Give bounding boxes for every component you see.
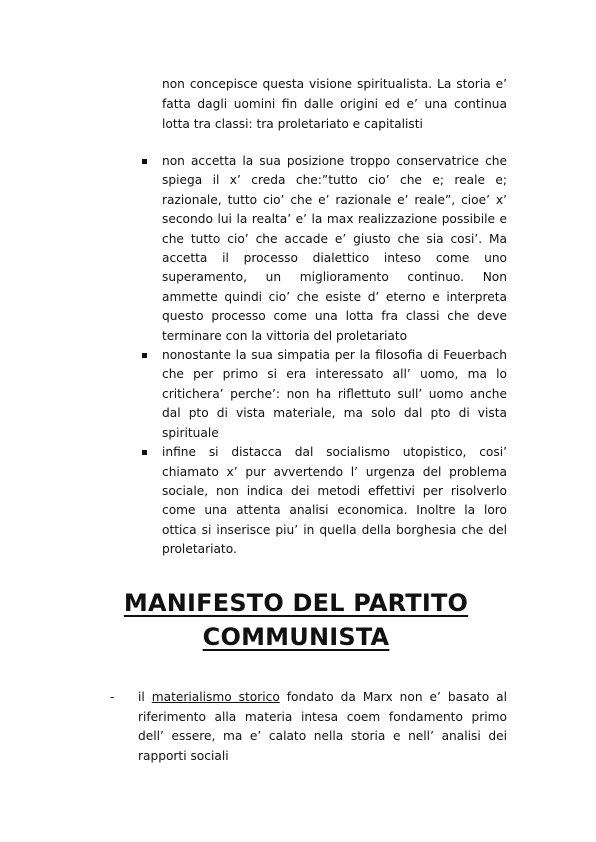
dash-text-before: il xyxy=(138,690,152,704)
bullet-item xyxy=(140,346,507,443)
dash-text-after: fondato da Marx non e’ basato al riferimento alla materia intesa coem fondamento primo dell’ essere, ma e’ calato nella storia e nell’ analisi dei rapporti sociali xyxy=(138,690,507,763)
section-heading-line1: MANIFESTO DEL PARTITO xyxy=(123,589,469,617)
bullet-list xyxy=(140,152,507,560)
square-bullet-icon xyxy=(142,159,147,164)
bullet-text: nonostante la sua simpatia per la filosofia di Feuerbach che per primo si era interessato all’ uomo, ma lo critichera’ perche’: non ha riflettuto sull’ uomo anche dal pto di vista materiale, ma solo dal pto di vista spirituale xyxy=(162,348,507,440)
bullet-text: non accetta la sua posizione troppo conservatrice che spiega il x’ creda che:”tutto cio’ che e; reale e; razionale, tutto cio’ che e’ razionale e’ reale”, cioe’ x’ secondo lui la realta’ e’ la max realizzazione possibile e che tutto cio’ che accade e’ giusto che sia cosi’. Ma accetta il processo dialettico inteso come uno superamento, un miglioramento continuo. Non ammette quindi cio’ che esiste d’ eterno e interpreta questo processo come una lotta fra classi che deve terminare con la vittoria del proletariato xyxy=(162,154,507,343)
bullet-text: infine si distacca dal socialismo utopistico, cosi’ chiamato x’ pur avvertendo l’ urgenza del problema sociale, non indica dei metodi effettivi per risolverlo come una attenta analisi economica. Inoltre la loro ottica si inserisce piu’ in quella della borghesia che del proletariato. xyxy=(162,445,507,557)
bullet-item xyxy=(140,152,507,346)
bullet-item xyxy=(140,443,507,559)
continuation-paragraph: non concepisce questa visione spiritualista. La storia e’ fatta dagli uomini fin dalle origini ed e’ una continua lotta tra classi: tra proletariato e capitalisti xyxy=(162,77,507,131)
square-bullet-icon xyxy=(142,353,147,358)
square-bullet-icon xyxy=(142,450,147,455)
dash-list xyxy=(110,688,507,766)
underlined-term: materialismo storico xyxy=(151,690,280,704)
section-heading-line2: COMMUNISTA xyxy=(202,623,390,651)
dash-marker: - xyxy=(110,690,115,704)
dash-item xyxy=(110,688,507,766)
